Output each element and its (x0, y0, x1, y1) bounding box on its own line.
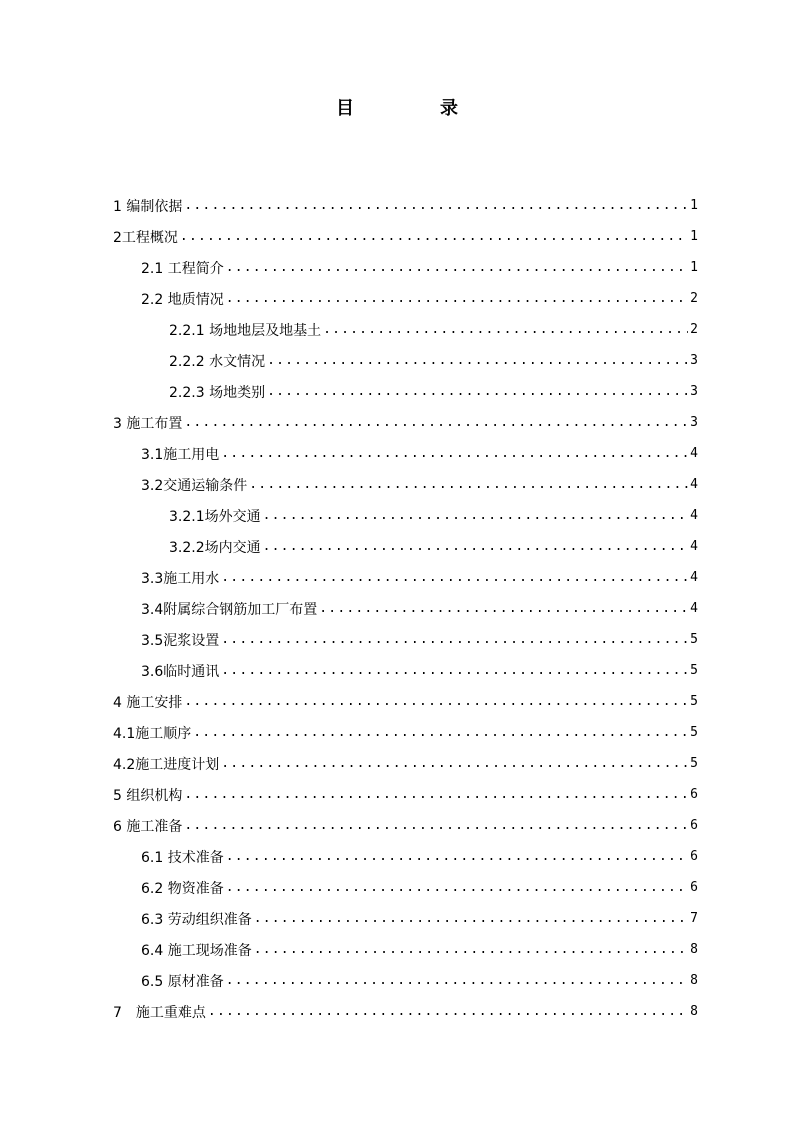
toc-dot-leader (221, 663, 688, 678)
toc-dot-leader (221, 446, 688, 461)
toc-dot-leader (184, 415, 688, 430)
toc-entry-page-number: 8 (690, 973, 698, 988)
toc-dot-leader (221, 632, 688, 647)
toc-entry-page-number: 3 (690, 353, 698, 368)
toc-entry-label: 3.2交通运输条件 (141, 477, 248, 494)
toc-entry-page-number: 2 (690, 322, 698, 337)
toc-entry-page-number: 8 (690, 942, 698, 957)
toc-entry-label: 4.2施工进度计划 (113, 756, 220, 773)
toc-entry[interactable] (113, 965, 698, 996)
toc-entry-page-number: 4 (690, 539, 698, 554)
toc-entry-label: 2.2.1 场地地层及地基土 (169, 322, 322, 339)
toc-dot-leader (184, 198, 688, 213)
toc-entry[interactable] (113, 934, 698, 965)
toc-dot-leader (226, 260, 688, 275)
table-of-contents (113, 190, 698, 1027)
toc-entry-label: 3.4附属综合钢筋加工厂布置 (141, 601, 318, 618)
toc-dot-leader (193, 725, 688, 740)
toc-entry-page-number: 5 (690, 756, 698, 771)
toc-dot-leader (226, 291, 688, 306)
toc-entry-page-number: 3 (690, 384, 698, 399)
toc-entry-page-number: 8 (690, 1004, 698, 1019)
toc-dot-leader (184, 787, 688, 802)
toc-entry-label: 6.5 原材准备 (141, 973, 224, 990)
toc-entry-page-number: 1 (690, 229, 698, 244)
toc-entry-page-number: 6 (690, 787, 698, 802)
toc-entry-label: 3.2.2场内交通 (169, 539, 261, 556)
toc-entry[interactable] (113, 624, 698, 655)
toc-entry[interactable] (113, 748, 698, 779)
toc-entry[interactable] (113, 469, 698, 500)
toc-dot-leader (267, 384, 688, 399)
toc-dot-leader (184, 694, 688, 709)
toc-entry[interactable] (113, 996, 698, 1027)
toc-dot-leader (226, 849, 688, 864)
toc-dot-leader (263, 508, 689, 523)
toc-entry[interactable] (113, 531, 698, 562)
toc-entry[interactable] (113, 221, 698, 252)
toc-entry[interactable] (113, 407, 698, 438)
toc-entry-label: 2.2 地质情况 (141, 291, 224, 308)
toc-entry[interactable] (113, 314, 698, 345)
toc-entry[interactable] (113, 717, 698, 748)
toc-dot-leader (180, 229, 688, 244)
toc-entry-label: 6 施工准备 (113, 818, 183, 835)
toc-entry-page-number: 3 (690, 415, 698, 430)
toc-entry-page-number: 4 (690, 601, 698, 616)
toc-dot-leader (184, 818, 688, 833)
toc-entry[interactable] (113, 438, 698, 469)
toc-entry[interactable] (113, 686, 698, 717)
toc-entry-page-number: 5 (690, 694, 698, 709)
toc-title: 目 录 (336, 98, 492, 119)
toc-entry-label: 6.4 施工现场准备 (141, 942, 252, 959)
toc-entry-page-number: 4 (690, 446, 698, 461)
toc-entry-label: 1 编制依据 (113, 198, 183, 215)
toc-entry-page-number: 5 (690, 663, 698, 678)
toc-entry-page-number: 7 (690, 911, 698, 926)
toc-entry-label: 3.5泥浆设置 (141, 632, 220, 649)
toc-entry[interactable] (113, 841, 698, 872)
toc-dot-leader (226, 880, 688, 895)
toc-entry[interactable] (113, 593, 698, 624)
toc-dot-leader (254, 942, 688, 957)
toc-entry-label: 2.1 工程简介 (141, 260, 224, 277)
toc-entry-label: 3.1施工用电 (141, 446, 220, 463)
toc-entry-label: 6.2 物资准备 (141, 880, 224, 897)
toc-dot-leader (221, 756, 688, 771)
toc-entry-label: 4 施工安排 (113, 694, 183, 711)
toc-entry[interactable] (113, 810, 698, 841)
toc-dot-leader (221, 570, 688, 585)
toc-entry-label: 5 组织机构 (113, 787, 183, 804)
toc-entry-page-number: 4 (690, 477, 698, 492)
toc-dot-leader (323, 322, 688, 337)
toc-dot-leader (267, 353, 688, 368)
toc-entry[interactable] (113, 872, 698, 903)
toc-entry-page-number: 4 (690, 508, 698, 523)
toc-entry-label: 2.2.3 场地类别 (169, 384, 266, 401)
toc-entry-page-number: 2 (690, 291, 698, 306)
toc-entry[interactable] (113, 252, 698, 283)
toc-entry-page-number: 4 (690, 570, 698, 585)
toc-entry-label: 3.2.1场外交通 (169, 508, 261, 525)
toc-entry-label: 3.3施工用水 (141, 570, 220, 587)
toc-dot-leader (208, 1004, 688, 1019)
toc-entry[interactable] (113, 345, 698, 376)
toc-entry-label: 2.2.2 水文情况 (169, 353, 266, 370)
toc-dot-leader (319, 601, 688, 616)
toc-entry-label: 6.3 劳动组织准备 (141, 911, 252, 928)
toc-entry-label: 4.1施工顺序 (113, 725, 192, 742)
toc-entry-page-number: 6 (690, 849, 698, 864)
toc-entry-label: 7 施工重难点 (113, 1004, 206, 1021)
toc-entry[interactable] (113, 779, 698, 810)
toc-dot-leader (254, 911, 688, 926)
toc-entry-label: 2工程概况 (113, 229, 178, 246)
toc-entry-label: 3 施工布置 (113, 415, 183, 432)
toc-entry-page-number: 5 (690, 632, 698, 647)
toc-entry[interactable] (113, 376, 698, 407)
toc-entry[interactable] (113, 190, 698, 221)
toc-dot-leader (263, 539, 689, 554)
toc-dot-leader (249, 477, 688, 492)
toc-entry-page-number: 1 (690, 198, 698, 213)
toc-entry-page-number: 6 (690, 818, 698, 833)
toc-entry[interactable] (113, 500, 698, 531)
toc-entry-label: 3.6临时通讯 (141, 663, 220, 680)
toc-entry-page-number: 1 (690, 260, 698, 275)
toc-entry-page-number: 6 (690, 880, 698, 895)
toc-entry[interactable] (113, 562, 698, 593)
toc-entry-page-number: 5 (690, 725, 698, 740)
toc-entry[interactable] (113, 655, 698, 686)
toc-entry[interactable] (113, 283, 698, 314)
toc-entry[interactable] (113, 903, 698, 934)
toc-dot-leader (226, 973, 688, 988)
toc-entry-label: 6.1 技术准备 (141, 849, 224, 866)
